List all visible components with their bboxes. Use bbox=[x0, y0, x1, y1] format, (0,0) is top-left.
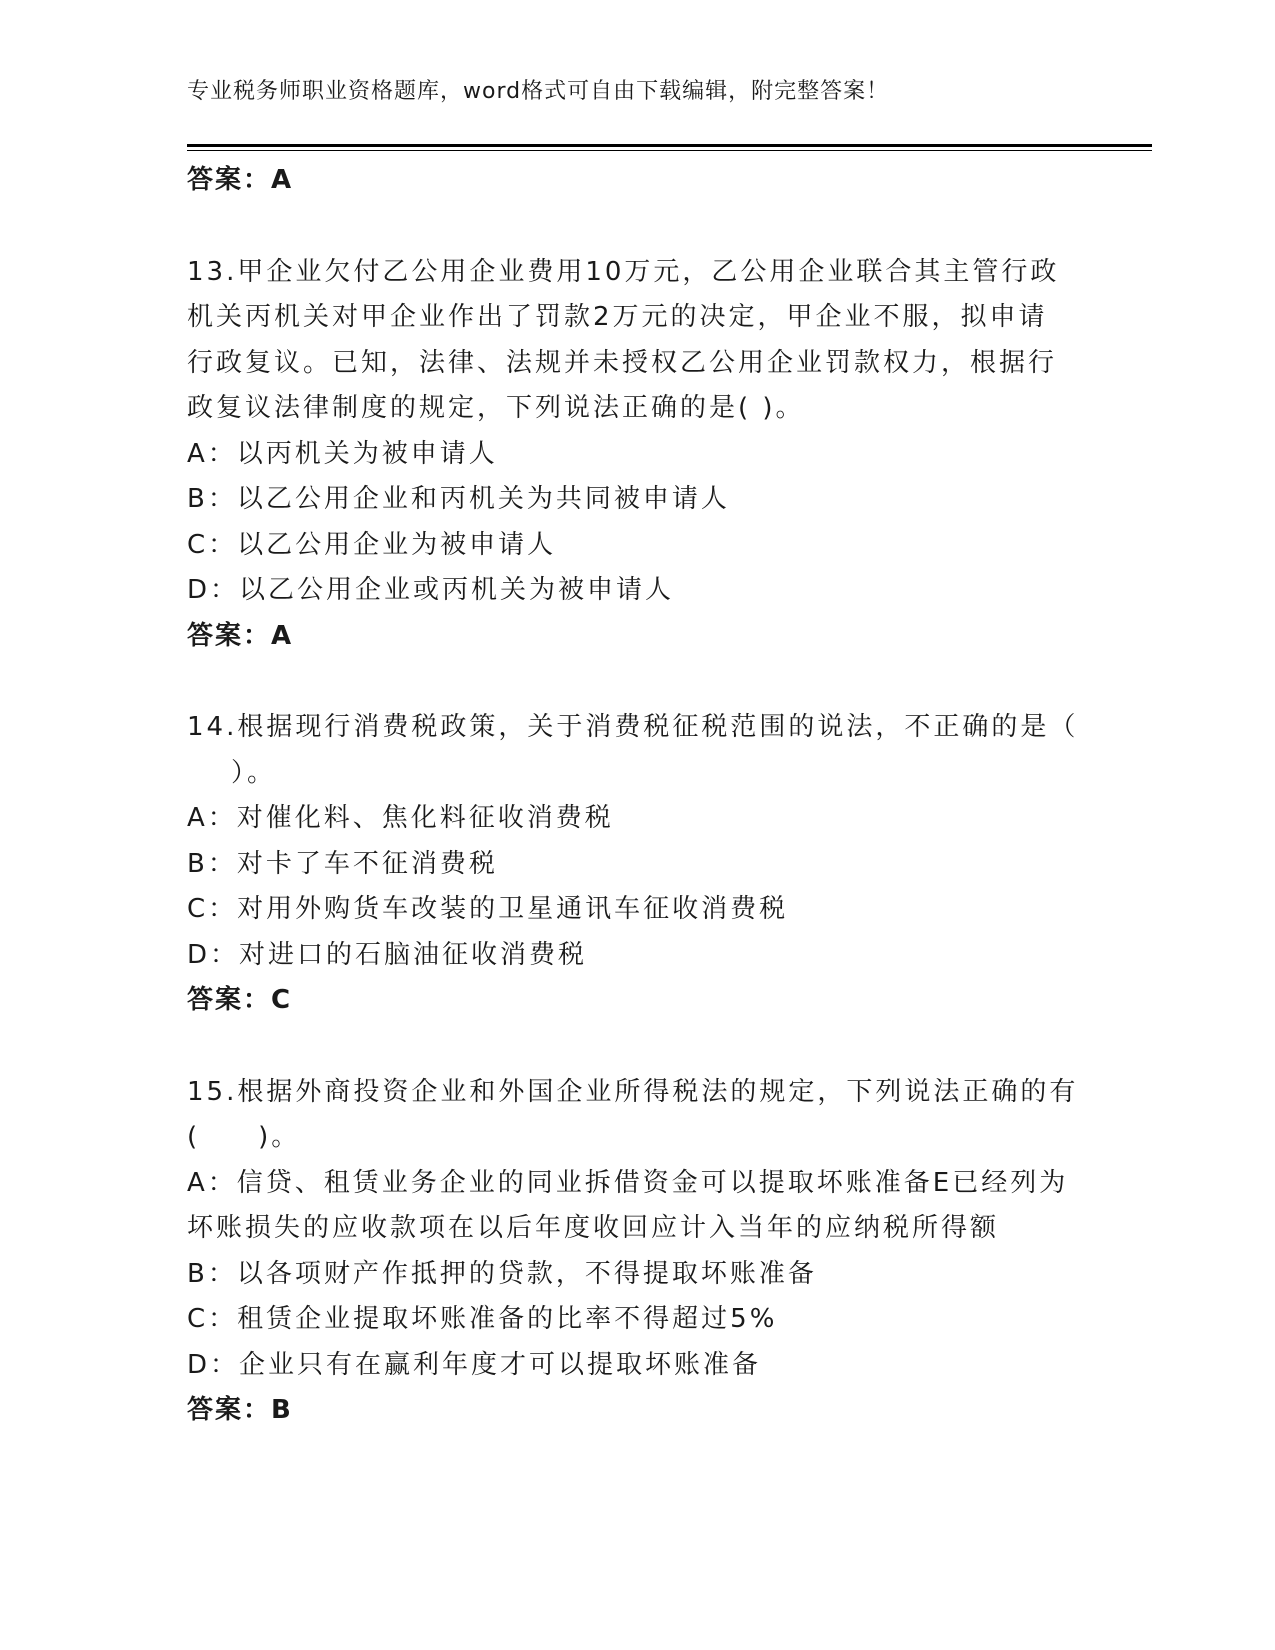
option-d: D：以乙公用企业或丙机关为被申请人 bbox=[187, 575, 675, 605]
previous-answer: 答案：A bbox=[187, 165, 294, 195]
option-b: B：以各项财产作抵押的贷款，不得提取坏账准备 bbox=[187, 1258, 817, 1289]
question-15 bbox=[187, 1070, 1077, 1434]
option-d: D：对进口的石脑油征收消费税 bbox=[187, 939, 588, 970]
option-a-continued: 坏账损失的应收款项在以后年度收回应计入当年的应纳税所得额 bbox=[187, 1213, 1000, 1243]
header-rule-thick bbox=[187, 144, 1152, 147]
answer: 答案：A bbox=[187, 620, 294, 651]
question-content bbox=[187, 158, 1077, 1434]
question-13 bbox=[187, 250, 1077, 660]
option-c: C：以乙公用企业为被申请人 bbox=[187, 529, 557, 560]
question-stem-line: ）。 bbox=[231, 757, 277, 788]
option-c: C：对用外购货车改装的卫星通讯车征收消费税 bbox=[187, 894, 789, 924]
question-stem-line: 15.根据外商投资企业和外国企业所得税法的规定，下列说法正确的有 bbox=[187, 1076, 1079, 1107]
option-b: B：对卡了车不征消费税 bbox=[187, 848, 498, 879]
answer: 答案：B bbox=[187, 1395, 293, 1425]
spacer bbox=[187, 659, 1077, 705]
page-header: 专业税务师职业资格题库，word格式可自由下载编辑，附完整答案！ bbox=[187, 79, 890, 104]
question-stem-line: 行政复议。已知，法律、法规并未授权乙公用企业罚款权力，根据行 bbox=[187, 347, 1058, 378]
question-14 bbox=[187, 705, 1077, 1024]
option-a: A：以丙机关为被申请人 bbox=[187, 438, 498, 469]
spacer bbox=[187, 1024, 1077, 1070]
option-c: C：租赁企业提取坏账准备的比率不得超过5% bbox=[187, 1304, 778, 1334]
option-a: A：对催化料、焦化料征收消费税 bbox=[187, 803, 614, 833]
question-stem-line: 14.根据现行消费税政策，关于消费税征税范围的说法，不正确的是（ bbox=[187, 712, 1079, 742]
option-d: D：企业只有在赢利年度才可以提取坏账准备 bbox=[187, 1349, 762, 1380]
question-stem-line: 机关丙机关对甲企业作出了罚款2万元的决定，甲企业不服，拟申请 bbox=[187, 302, 1048, 332]
option-b: B：以乙公用企业和丙机关为共同被申请人 bbox=[187, 484, 730, 514]
answer: 答案：C bbox=[187, 985, 293, 1015]
spacer bbox=[187, 204, 1077, 250]
option-a: A：信贷、租赁业务企业的同业拆借资金可以提取坏账准备E已经列为 bbox=[187, 1167, 1069, 1198]
question-stem-line: 13.甲企业欠付乙公用企业费用10万元，乙公用企业联合其主管行政 bbox=[187, 256, 1060, 287]
header-rule-thin bbox=[187, 150, 1152, 151]
question-stem-line: ( )。 bbox=[187, 1122, 301, 1152]
question-stem-line: 政复议法律制度的规定，下列说法正确的是( )。 bbox=[187, 393, 805, 423]
